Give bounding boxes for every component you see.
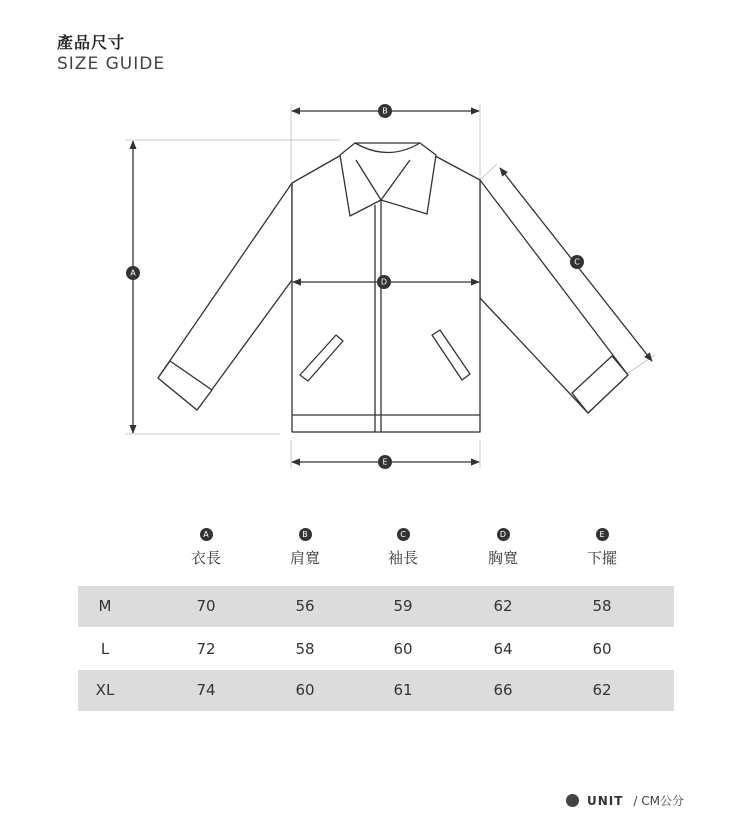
cell-e: 60 (592, 640, 612, 658)
cell-c: 61 (393, 681, 413, 699)
svg-text:B: B (382, 106, 388, 116)
column-marker: D (497, 528, 510, 541)
marker-b (378, 104, 392, 118)
column-header-e (572, 528, 632, 568)
cell-b: 58 (295, 640, 315, 658)
column-header-c (373, 528, 433, 568)
column-label: 下擺 (586, 549, 617, 567)
cell-a: 72 (196, 640, 216, 658)
unit-dot-icon (566, 794, 579, 807)
column-header-a (176, 528, 236, 568)
cell-d: 62 (493, 597, 513, 615)
unit-note (566, 792, 684, 809)
cell-b: 56 (295, 597, 315, 615)
marker-c (570, 255, 584, 269)
column-label: 袖長 (387, 549, 418, 567)
svg-text:D: D (380, 277, 388, 287)
column-header-d (473, 528, 533, 568)
svg-text:C: C (574, 257, 580, 267)
marker-e (378, 455, 392, 469)
column-label: 胸寬 (487, 549, 518, 567)
cell-c: 59 (393, 597, 413, 615)
cell-e: 58 (592, 597, 612, 615)
cell-e: 62 (592, 681, 612, 699)
cell-c: 60 (393, 640, 413, 658)
column-label: 肩寬 (289, 549, 320, 567)
cell-b: 60 (295, 681, 315, 699)
unit-label: UNIT (586, 793, 624, 808)
table-row (78, 670, 674, 711)
size-label: XL (95, 681, 115, 699)
table-row (78, 629, 674, 670)
size-label: M (98, 597, 112, 615)
column-label: 衣長 (190, 549, 221, 567)
size-label: L (100, 640, 110, 658)
column-marker: A (200, 528, 213, 541)
table-row (78, 586, 674, 627)
marker-d (377, 275, 391, 289)
column-marker: B (299, 528, 312, 541)
page-title: 產品尺寸 (57, 33, 126, 52)
cell-a: 74 (196, 681, 216, 699)
jacket-outline (158, 143, 628, 432)
svg-text:A: A (130, 268, 136, 278)
cell-d: 64 (493, 640, 513, 658)
marker-a (126, 266, 140, 280)
column-header-b (275, 528, 335, 568)
column-marker: E (596, 528, 609, 541)
cell-d: 66 (493, 681, 513, 699)
page-subtitle: SIZE GUIDE (57, 54, 166, 74)
svg-text:E: E (382, 457, 388, 467)
cell-a: 70 (196, 597, 216, 615)
column-marker: C (397, 528, 410, 541)
unit-value: / CM公分 (633, 794, 684, 808)
